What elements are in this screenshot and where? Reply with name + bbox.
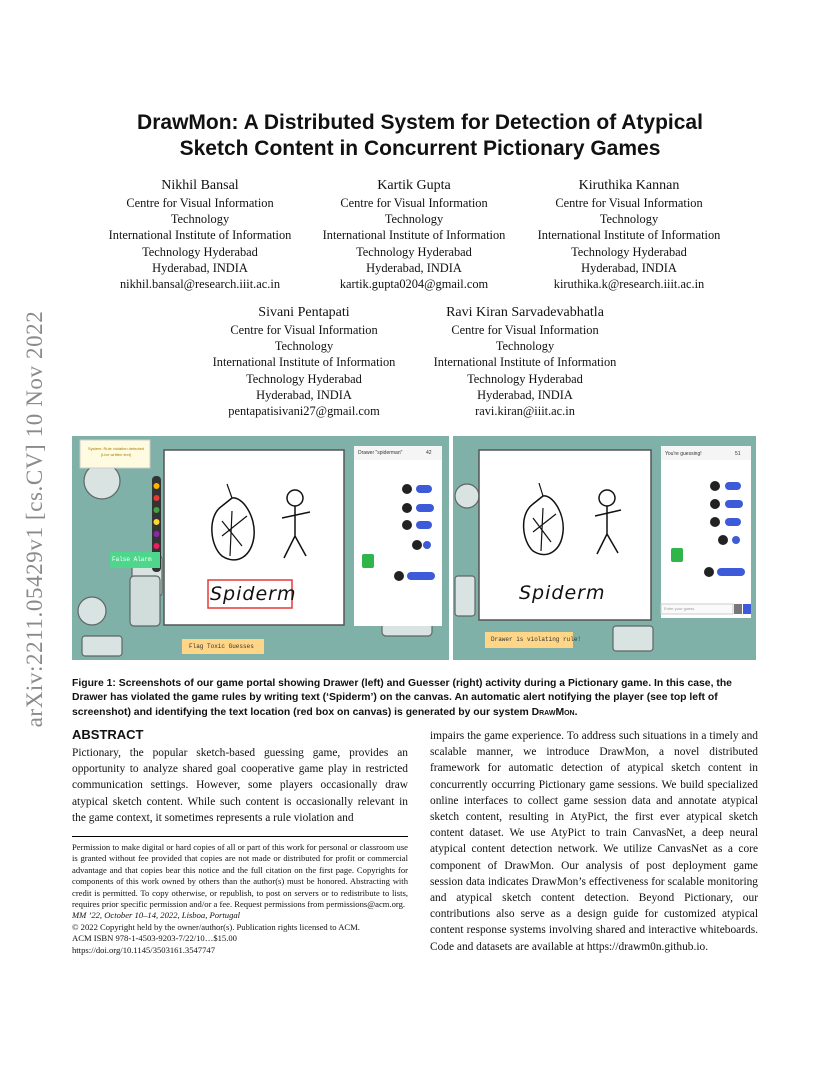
author-affiliation-line: Hyderabad, INDIA [581, 260, 677, 275]
author-email[interactable]: nikhil.bansal@research.iiit.ac.in [119, 277, 281, 292]
doi-line: https://doi.org/10.1145/3503161.3547747 [72, 944, 215, 955]
author-affiliation-line: Hyderabad, INDIA [256, 387, 352, 402]
conference-info: MM ’22, October 10–14, 2022, Lisboa, Portugal [72, 910, 241, 921]
author-affiliation-line: Technology Hyderabad [356, 244, 472, 259]
rule-violation-alert: System: Rule violation detected (Live written text) [87, 446, 145, 457]
author-affiliation-line: Technology Hyderabad [467, 371, 583, 386]
abstract-heading: ABSTRACT [72, 727, 144, 742]
author-affiliation-line: International Institute of Information [537, 228, 721, 243]
isbn-line: ACM ISBN 978-1-4503-9203-7/22/10…$15.00 [72, 933, 237, 944]
figure-drawer-screenshot [72, 436, 449, 660]
author-affiliation-line: Centre for Visual Information [340, 196, 488, 210]
author-affiliation-line: International Institute of Information [108, 228, 292, 243]
author-affiliation-line: Technology [495, 339, 555, 354]
author-name: Ravi Kiran Sarvadevabhatla [446, 305, 604, 320]
canvas-written-text: Spiderm [210, 583, 297, 605]
title-line-2: Sketch Content in Concurrent Pictionary Games [179, 137, 661, 160]
author-affiliation-line: Technology Hyderabad [571, 244, 687, 259]
author-affiliation-line: Hyderabad, INDIA [152, 260, 248, 275]
caption-system-name: DrawMon [531, 706, 575, 718]
author-block [194, 303, 414, 419]
false-alarm-button[interactable]: False Alarm [112, 556, 152, 563]
canvas-written-text-guesser: Spiderm [519, 582, 606, 604]
drawer-word-label: Drawer "spiderman" [358, 450, 403, 456]
arxiv-identifier: arXiv:2211.05429v1 [cs.CV] 10 Nov 2022 [22, 310, 47, 728]
author-name: Nikhil Bansal [161, 178, 239, 193]
drawer-screenshot-svg [72, 436, 449, 660]
copyright-line: © 2022 Copyright held by the owner/author(s). Publication rights licensed to ACM. [72, 921, 360, 932]
author-affiliation-line: Technology Hyderabad [142, 244, 258, 259]
author-affiliation-line: Centre for Visual Information [230, 323, 378, 337]
author-affiliation-line: Technology [599, 212, 659, 227]
author-affiliation-line: Centre for Visual Information [451, 323, 599, 337]
author-block [415, 303, 635, 419]
guesser-score: 51 [735, 451, 741, 457]
author-email[interactable]: ravi.kiran@iiit.ac.in [475, 404, 575, 419]
author-block [304, 176, 524, 292]
title-line-1: DrawMon: A Distributed System for Detection of Atypical [137, 111, 703, 134]
author-name: Kartik Gupta [377, 178, 451, 193]
author-affiliation-line: Technology [170, 212, 230, 227]
author-affiliation-line: International Institute of Information [433, 355, 617, 370]
author-name: Kiruthika Kannan [578, 178, 680, 193]
author-affiliation-line: International Institute of Information [212, 355, 396, 370]
permission-notice: Permission to make digital or hard copies of all or part of this work for personal or classroom use is granted without fee provided that copies are not made or distributed for profit or commercial advantage and that copies bear this notice and the full citation on the first page. Copyrights for components of this work owned by others than the author(s) must be honored. Abstracting with credit is permitted. To copy otherwise, or republish, to post on servers or to redistribute to lists, requires prior specific permission and/or a fee. Request permissions from permissions@acm.org. [72, 842, 408, 910]
abstract-right-column: impairs the game experience. To address such situations in a timely and scalable manner, we introduce DrawMon, a novel distributed framework for automatic detection of atypical sketch content in concurrently occurring Pictionary game sessions. We build specialized online interfaces to collect game session data and annotate atypical sketch content, resulting in AtyPict, the first ever atypical sketch content dataset. We use AtyPict to train CanvasNet, a deep neural atypical content detection network. We utilize CanvasNet as a core component of DrawMon. Our analysis of post deployment game session data indicates DrawMon’s effectiveness for scalable monitoring and atypical sketch content detection. Beyond Pictionary, our contributions also serve as a design guide for customized atypical content response systems involving shared and interactive whiteboards. Code and datasets are available at https://drawm0n.github.io. [430, 730, 758, 953]
author-affiliation-line: Technology [274, 339, 334, 354]
paper-title [72, 110, 768, 162]
caption-end: . [574, 706, 578, 718]
author-affiliation-line: Technology Hyderabad [246, 371, 362, 386]
author-affiliation-line: Hyderabad, INDIA [366, 260, 462, 275]
guesser-screenshot-svg [453, 436, 756, 660]
abstract-left-column: Pictionary, the popular sketch-based guessing game, provides an opportunity to analyze shared goal cooperative game play in restricted communication settings. However, some players occasionally draw atypical sketch content. While such content is occasionally relevant in the game context, it sometimes represents a rule violation and [72, 747, 408, 824]
author-email[interactable]: kiruthika.k@research.iiit.ac.in [553, 277, 705, 292]
author-affiliation-line: Technology [384, 212, 444, 227]
guess-input[interactable]: Enter your guess [664, 606, 695, 611]
author-affiliation-line: Hyderabad, INDIA [477, 387, 573, 402]
author-affiliation-line: Centre for Visual Information [555, 196, 703, 210]
drawer-score: 42 [426, 450, 432, 456]
figure-caption [72, 677, 758, 720]
guessing-label: You're guessing! [665, 451, 702, 457]
violation-banner: Drawer is violating rule! [491, 636, 582, 643]
author-email[interactable]: kartik.gupta0204@gmail.com [339, 277, 489, 292]
flag-toxic-guesses-button[interactable]: Flag Toxic Guesses [189, 643, 254, 650]
figure-guesser-screenshot [453, 436, 756, 660]
author-email[interactable]: pentapatisivani27@gmail.com [228, 404, 380, 419]
caption-text: Figure 1: Screenshots of our game portal showing Drawer (left) and Guesser (right) activity during a Pictionary game. In this case, the Drawer has violated the game rules by writing text (‘Spiderm’) on the canvas. An automatic alert notifying the player (see top left of screenshot) and identifying the text location (red box on canvas) is generated by our system [72, 678, 732, 718]
author-name: Sivani Pentapati [258, 305, 350, 320]
copyright-footnote [72, 836, 408, 956]
author-block [519, 176, 739, 292]
author-affiliation-line: International Institute of Information [322, 228, 506, 243]
author-affiliation-line: Centre for Visual Information [126, 196, 274, 210]
author-block [90, 176, 310, 292]
